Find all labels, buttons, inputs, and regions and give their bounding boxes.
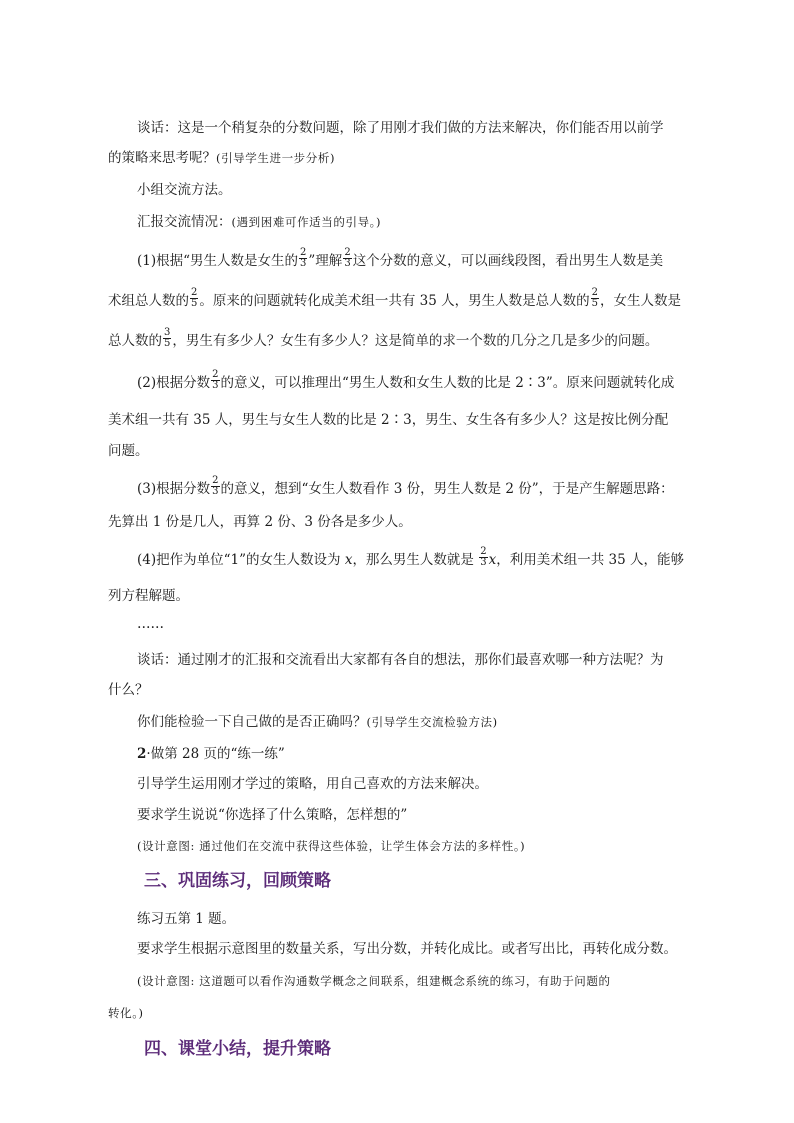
method-2-line-3: 问题。 [108, 443, 149, 459]
talk-line-1 [137, 118, 664, 138]
exercise-requirement: 要求学生根据示意图里的数量关系，写出分数，并转化成比。或者写出比，再转化成分数。 [137, 941, 677, 957]
method-3-line-2: 先算出 1 份是几人，再算 2 份、3 份各是多少人。 [108, 514, 412, 530]
m1-text-e: 。原来的问题就转化成美术组一共有 35 人，男生人数是总人数的 [199, 293, 590, 309]
section-heading-4: 四、课堂小结，提升策略 [144, 1039, 331, 1059]
talk-2-line-1: 谈话：通过刚才的汇报和交流看出大家都有各自的想法，那你们最喜欢哪一种方法呢？为 [137, 652, 664, 668]
method-4-line-1 [137, 546, 684, 571]
m1-text-a: (1)根据“男生人数是女生的 [137, 253, 299, 269]
variable-x: x [488, 552, 497, 568]
require-line: 要求学生说说“你选择了什么策略，怎样想的” [137, 807, 408, 823]
ellipsis: …… [137, 616, 164, 632]
check-note: (引导学生交流检验方法) [366, 715, 498, 729]
m1-text-c: 这个分数的意义，可以画线段图，看出男生人数是美 [352, 253, 664, 269]
m4-text-a: (4)把作为单位“1”的女生人数设为 [137, 552, 345, 568]
fraction-two-fifths: $\frac{2}{5}$ [191, 287, 198, 309]
report-text: 汇报交流情况： [137, 214, 232, 230]
m3-text-b: 的意义，想到“女生人数看作 3 份，男生人数是 2 份”，于是产生解题思路： [220, 481, 674, 497]
guide-line: 引导学生运用刚才学过的策略，用自己喜欢的方法来解决。 [137, 776, 488, 792]
section-heading-3: 三、巩固练习，回顾策略 [144, 871, 331, 891]
m3-text-a: (3)根据分数 [137, 481, 211, 497]
m2-text-a: (2)根据分数 [137, 375, 211, 391]
m1-text-h: ，男生有多少人？女生有多少人？这是简单的求一个数的几分之几是多少的问题。 [172, 333, 659, 349]
method-1-line-1 [137, 247, 664, 272]
item-text: ·做第 28 页的“练一练” [146, 746, 285, 762]
check-text: 你们能检验一下自己做的是否正确吗？ [137, 714, 367, 730]
talk-text: 谈话：这是一个稍复杂的分数问题，除了用刚才我们做的方法来解决，你们能否用以前学 [137, 120, 664, 136]
method-4-line-2: 列方程解题。 [108, 588, 189, 604]
method-2-line-1 [137, 369, 675, 394]
m1-text-g: 总人数的 [108, 333, 162, 349]
report-line [137, 212, 381, 232]
talk-text-2: 的策略来思考呢？ [108, 150, 216, 166]
item-number: 2 [137, 746, 147, 762]
method-3-line-1 [137, 475, 674, 500]
method-2-line-2: 美术组一共有 35 人，男生与女生人数的比是 2∶3，男生、女生各有多少人？这是按比例分配 [108, 412, 669, 428]
practice-item-2 [137, 744, 285, 764]
method-1-line-2 [108, 287, 682, 312]
m1-text-f: ，女生人数是 [600, 293, 682, 309]
m4-text-b: ，那么男生人数就是 [352, 552, 479, 568]
fraction-two-thirds: $\frac{2}{3}$ [344, 247, 351, 269]
fraction-two-fifths: $\frac{2}{5}$ [591, 287, 599, 309]
fraction-two-thirds: $\frac{2}{3}$ [300, 247, 307, 269]
variable-x: x [344, 552, 353, 568]
design-intent-2-line-2: 转化。) [108, 1006, 144, 1020]
m2-text-b: 的意义，可以推理出“男生人数和女生人数的比是 2∶3”。原来问题就转化成 [220, 375, 675, 391]
m1-text-b: ”理解 [308, 253, 343, 269]
talk-2-line-2: 什么？ [108, 682, 149, 698]
design-intent-2-line-1: (设计意图: 这道题可以看作沟通数学概念之间联系，组建概念系统的练习，有助于问题的 [137, 974, 611, 988]
m1-text-d: 术组总人数的 [108, 293, 189, 309]
teacher-note: (引导学生进一步分析) [216, 151, 336, 165]
design-intent-1: (设计意图: 通过他们在交流中获得这些体验，让学生体会方法的多样性。) [137, 839, 526, 853]
fraction-two-thirds: $\frac{2}{3}$ [480, 546, 487, 568]
fraction-two-thirds: $\frac{2}{3}$ [212, 475, 219, 497]
check-line [137, 712, 498, 732]
group-exchange: 小组交流方法。 [137, 182, 232, 198]
fraction-two-thirds: $\frac{2}{3}$ [212, 369, 219, 391]
talk-line-2 [108, 148, 335, 168]
m4-text-c: ，利用美术组一共 35 人，能够 [496, 552, 684, 568]
fraction-three-fifths: $\frac{3}{5}$ [164, 327, 171, 349]
report-note: (遇到困难可作适当的引导。) [231, 215, 382, 229]
exercise-line: 练习五第 1 题。 [137, 911, 236, 927]
method-1-line-3 [108, 327, 659, 352]
